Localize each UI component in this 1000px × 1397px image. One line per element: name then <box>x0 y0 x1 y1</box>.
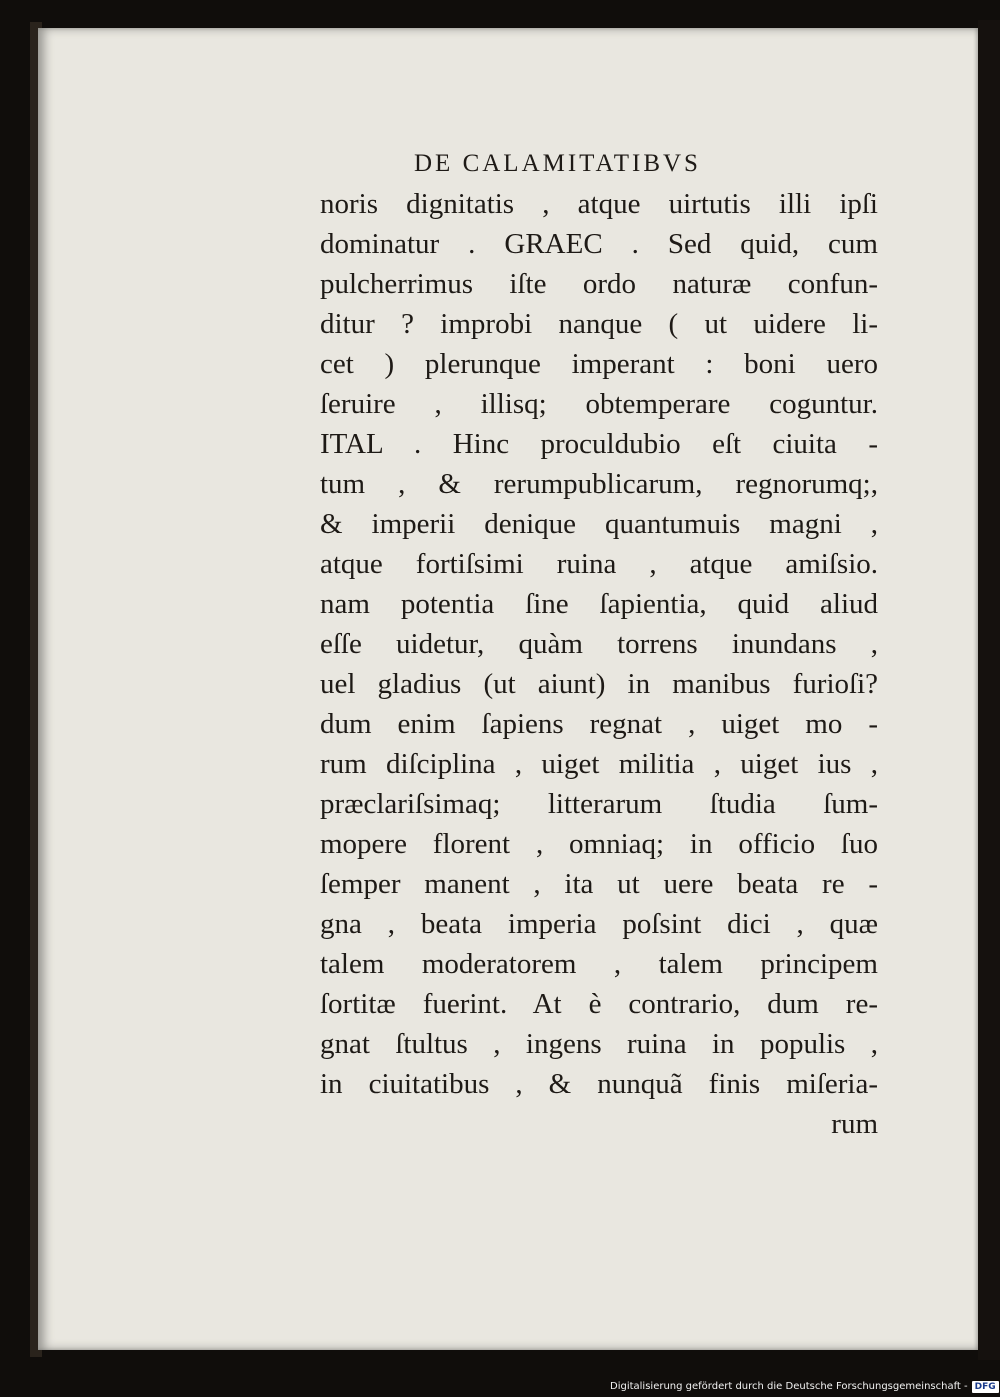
catchword: rum <box>831 1108 878 1140</box>
text-line: talem moderatorem , talem principem <box>320 948 878 980</box>
text-line: ſortitæ fuerint. At è contrario, dum re- <box>320 988 878 1020</box>
text-line: eſſe uidetur, quàm torrens inundans , <box>320 628 878 660</box>
text-line: uel gladius (ut aiunt) in manibus furioſi? <box>320 668 878 700</box>
text-line: & imperii denique quantumuis magni , <box>320 508 878 540</box>
dfg-logo: DFG <box>972 1381 999 1393</box>
text-line: gna , beata imperia poſsint dici , quæ <box>320 908 878 940</box>
text-line: præclariſsimaq; litterarum ſtudia ſum- <box>320 788 878 820</box>
text-line: pulcherrimus iſte ordo naturæ confun- <box>320 268 878 300</box>
text-line: in ciuitatibus , & nunquã finis miſeria- <box>320 1068 878 1100</box>
text-line: atque fortiſsimi ruina , atque amiſsio. <box>320 548 878 580</box>
text-line: ditur ? improbi nanque ( ut uidere li- <box>320 308 878 340</box>
text-line: rum diſciplina , uiget militia , uiget ius , <box>320 748 878 780</box>
text-line: cet ) plerunque imperant : boni uero <box>320 348 878 380</box>
text-line: ITAL . Hinc proculdubio eſt ciuita - <box>320 428 878 460</box>
digitization-footer <box>610 1379 998 1395</box>
running-head: DE CALAMITATIBVS <box>414 150 701 177</box>
text-line: gnat ſtultus , ingens ruina in populis , <box>320 1028 878 1060</box>
text-line: ſemper manent , ita ut uere beata re - <box>320 868 878 900</box>
footer-credit-text: Digitalisierung gefördert durch die Deutsche Forschungsgemeinschaft - <box>610 1381 968 1392</box>
text-line: ſeruire , illisq; obtemperare coguntur. <box>320 388 878 420</box>
book-edge-right <box>978 20 1000 1360</box>
text-line: dum enim ſapiens regnat , uiget mo - <box>320 708 878 740</box>
text-line: noris dignitatis , atque uirtutis illi ipſi <box>320 188 878 220</box>
text-line: dominatur . GRAEC . Sed quid, cum <box>320 228 878 260</box>
text-line: tum , & rerumpublicarum, regnorumq;, <box>320 468 878 500</box>
text-line: mopere florent , omniaq; in officio ſuo <box>320 828 878 860</box>
text-line: nam potentia ſine ſapientia, quid aliud <box>320 588 878 620</box>
